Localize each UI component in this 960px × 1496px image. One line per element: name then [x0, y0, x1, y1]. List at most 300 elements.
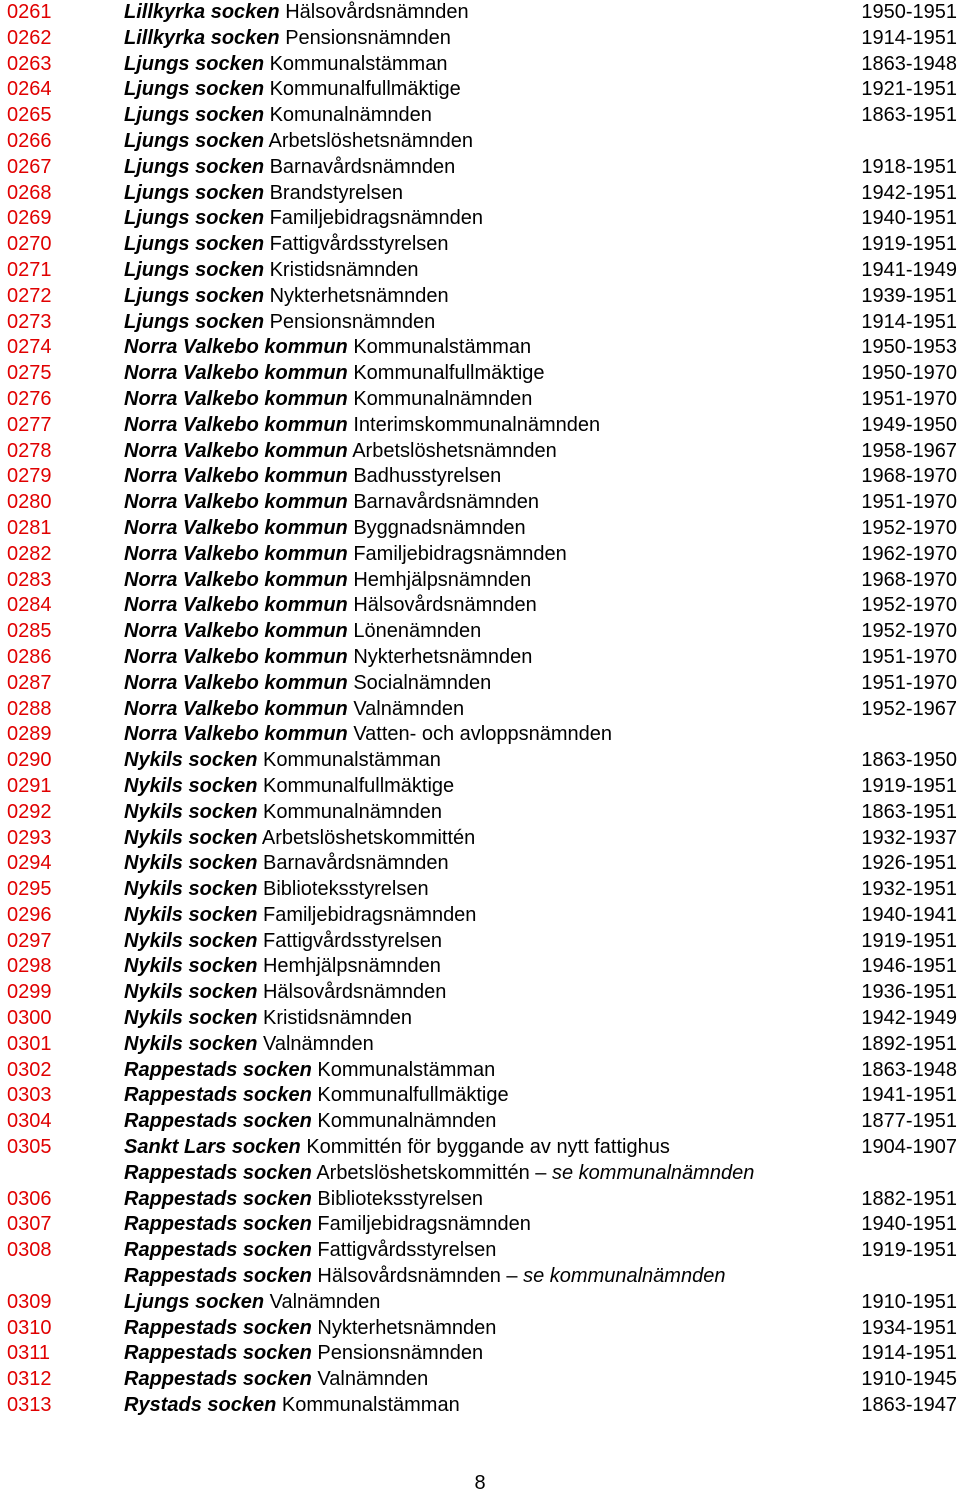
- list-item: [0, 645, 960, 671]
- series-number: 0296: [7, 903, 52, 926]
- series-number: 0290: [7, 749, 52, 772]
- board-name: Hälsovårdsnämnden: [262, 981, 447, 1004]
- board-name: Kommunalstämman: [281, 1394, 460, 1417]
- entry-text: [124, 516, 526, 542]
- entry-text: [124, 903, 476, 929]
- series-number: 0266: [7, 129, 52, 152]
- list-item: [0, 103, 960, 129]
- board-name: Komunalnämnden: [269, 104, 432, 127]
- entry-text: [124, 284, 449, 310]
- entry-text: [124, 490, 539, 516]
- parish-name: Norra Valkebo kommun: [124, 620, 348, 643]
- entry-text: [124, 1341, 483, 1367]
- entry-text: [124, 1083, 509, 1109]
- entry-text: [124, 387, 532, 413]
- list-item: [0, 568, 960, 594]
- series-number: 0291: [7, 774, 52, 797]
- parish-name: Ljungs socken: [124, 258, 265, 281]
- parish-name: Rappestads socken: [124, 1187, 312, 1210]
- parish-name: Ljungs socken: [124, 207, 265, 230]
- year-range: 1939-1951: [861, 284, 957, 307]
- year-range: 1863-1951: [861, 800, 957, 823]
- parish-name: Nykils socken: [124, 903, 258, 926]
- board-name: Familjebidragsnämnden: [317, 1213, 531, 1236]
- list-item: [0, 129, 960, 155]
- parish-name: Rappestads socken: [124, 1110, 312, 1133]
- parish-name: Norra Valkebo kommun: [124, 568, 348, 591]
- series-number: 0295: [7, 878, 52, 901]
- year-range: 1921-1951: [861, 78, 957, 101]
- list-item: [0, 464, 960, 490]
- parish-name: Nykils socken: [124, 749, 258, 772]
- entry-text: [124, 335, 531, 361]
- list-item: [0, 929, 960, 955]
- parish-name: Nykils socken: [124, 878, 258, 901]
- board-name: Biblioteksstyrelsen: [317, 1187, 484, 1210]
- series-number: 0285: [7, 620, 52, 643]
- board-name: Familjebidragsnämnden: [262, 903, 477, 926]
- parish-name: Rappestads socken: [124, 1213, 312, 1236]
- year-range: 1863-1947: [861, 1394, 957, 1417]
- series-number: 0264: [7, 78, 52, 101]
- board-name: Valnämnden: [317, 1368, 429, 1391]
- series-number: 0277: [7, 413, 52, 436]
- parish-name: Rappestads socken: [124, 1316, 312, 1339]
- year-range: 1904-1907: [861, 1136, 957, 1159]
- board-name: Nykterhetsnämnden: [353, 645, 533, 668]
- year-range: 1952-1970: [861, 620, 957, 643]
- board-name: Kommunalnämnden: [317, 1110, 497, 1133]
- cross-reference-note: se kommunalnämnden: [523, 1265, 726, 1288]
- board-name: Kristidsnämnden: [262, 1007, 412, 1030]
- entry-text: [124, 464, 501, 490]
- entry-text: [124, 206, 483, 232]
- board-name: Kommunalfullmäktige: [317, 1084, 509, 1107]
- series-number: 0309: [7, 1290, 52, 1313]
- board-name: Fattigvårdsstyrelsen: [269, 233, 449, 256]
- series-number: 0268: [7, 181, 52, 204]
- entry-text: [124, 1212, 531, 1238]
- board-name: Valnämnden: [353, 697, 465, 720]
- list-item: [0, 1006, 960, 1032]
- series-number: 0305: [7, 1136, 52, 1159]
- year-range: 1940-1951: [861, 1213, 957, 1236]
- board-name: Nykterhetsnämnden: [269, 284, 449, 307]
- year-range: 1946-1951: [861, 955, 957, 978]
- parish-name: Nykils socken: [124, 852, 258, 875]
- year-range: 1877-1951: [861, 1110, 957, 1133]
- entry-text: [124, 619, 481, 645]
- parish-name: Rappestads socken: [124, 1342, 312, 1365]
- series-number: 0289: [7, 723, 52, 746]
- list-item: [0, 1238, 960, 1264]
- list-item: [0, 1083, 960, 1109]
- parish-name: Norra Valkebo kommun: [124, 697, 348, 720]
- series-number: 0307: [7, 1213, 52, 1236]
- parish-name: Norra Valkebo kommun: [124, 645, 348, 668]
- entry-text: [124, 361, 545, 387]
- series-number: 0283: [7, 568, 52, 591]
- series-number: 0311: [7, 1342, 51, 1365]
- year-range: 1952-1967: [861, 697, 957, 720]
- list-item: [0, 954, 960, 980]
- year-range: 1950-1953: [861, 336, 957, 359]
- list-item: [0, 542, 960, 568]
- series-number: 0313: [7, 1394, 52, 1417]
- parish-name: Rystads socken: [124, 1394, 277, 1417]
- board-name: Kommunalfullmäktige: [269, 78, 461, 101]
- year-range: 1932-1951: [861, 878, 957, 901]
- board-name: Arbetslöshetskommittén –: [316, 1161, 547, 1184]
- entry-text: [124, 1135, 670, 1161]
- series-number: 0292: [7, 800, 52, 823]
- series-number: 0265: [7, 104, 52, 127]
- entry-text: [124, 1006, 412, 1032]
- list-item: [0, 258, 960, 284]
- year-range: 1919-1951: [861, 929, 957, 952]
- year-range: 1951-1970: [861, 387, 957, 410]
- year-range: 1942-1949: [861, 1007, 957, 1030]
- series-number: 0286: [7, 645, 52, 668]
- year-range: 1958-1967: [861, 439, 957, 462]
- parish-name: Nykils socken: [124, 1032, 258, 1055]
- year-range: 1919-1951: [861, 233, 957, 256]
- year-range: 1951-1970: [861, 671, 957, 694]
- entry-text: [124, 52, 447, 78]
- list-item: [0, 1058, 960, 1084]
- series-number: 0288: [7, 697, 52, 720]
- entry-text: [124, 593, 537, 619]
- series-number: 0276: [7, 387, 52, 410]
- parish-name: Norra Valkebo kommun: [124, 413, 348, 436]
- year-range: 1918-1951: [861, 155, 957, 178]
- board-name: Arbetslöshetsnämnden: [268, 129, 474, 152]
- year-range: 1949-1950: [861, 413, 957, 436]
- parish-name: Ljungs socken: [124, 310, 265, 333]
- board-name: Valnämnden: [269, 1290, 381, 1313]
- year-range: 1910-1945: [861, 1368, 957, 1391]
- parish-name: Norra Valkebo kommun: [124, 542, 348, 565]
- list-item: [0, 52, 960, 78]
- series-number: 0263: [7, 52, 52, 75]
- parish-name: Rappestads socken: [124, 1058, 312, 1081]
- list-item: [0, 697, 960, 723]
- board-name: Arbetslöshetskommittén: [261, 826, 476, 849]
- page-number: 8: [474, 1472, 486, 1494]
- board-name: Kommunalnämnden: [262, 800, 442, 823]
- board-name: Barnavårdsnämnden: [353, 491, 540, 514]
- series-number: 0308: [7, 1239, 52, 1262]
- list-item: [0, 619, 960, 645]
- series-number: 0287: [7, 671, 52, 694]
- list-item: [0, 335, 960, 361]
- parish-name: Ljungs socken: [124, 155, 265, 178]
- list-item: [0, 181, 960, 207]
- year-range: 1936-1951: [861, 981, 957, 1004]
- list-item: [0, 722, 960, 748]
- series-number: 0303: [7, 1084, 52, 1107]
- entry-text: [124, 310, 435, 336]
- parish-name: Nykils socken: [124, 800, 258, 823]
- year-range: 1926-1951: [861, 852, 957, 875]
- entry-text: [124, 26, 451, 52]
- board-name: Hälsovårdsnämnden: [353, 594, 537, 617]
- year-range: 1932-1937: [861, 826, 957, 849]
- year-range: 1863-1950: [861, 749, 957, 772]
- series-number: 0293: [7, 826, 52, 849]
- year-range: 1914-1951: [861, 1342, 957, 1365]
- list-item: [0, 748, 960, 774]
- list-item: [0, 877, 960, 903]
- year-range: 1914-1951: [861, 310, 957, 333]
- list-item: [0, 1341, 960, 1367]
- board-name: Biblioteksstyrelsen: [262, 878, 429, 901]
- series-number: 0284: [7, 594, 52, 617]
- board-name: Badhusstyrelsen: [353, 465, 502, 488]
- parish-name: Ljungs socken: [124, 78, 265, 101]
- board-name: Familjebidragsnämnden: [353, 542, 567, 565]
- list-item: [0, 671, 960, 697]
- year-range: 1951-1970: [861, 491, 957, 514]
- year-range: 1962-1970: [861, 542, 957, 565]
- year-range: 1882-1951: [861, 1187, 957, 1210]
- series-number: 0271: [7, 258, 52, 281]
- parish-name: Nykils socken: [124, 826, 258, 849]
- parish-name: Nykils socken: [124, 929, 258, 952]
- list-item: [0, 774, 960, 800]
- series-number: 0294: [7, 852, 52, 875]
- entry-text: [124, 413, 600, 439]
- board-name: Kommunalstämman: [317, 1058, 496, 1081]
- parish-name: Ljungs socken: [124, 129, 265, 152]
- entry-text: [124, 748, 441, 774]
- list-item: [0, 1393, 960, 1419]
- series-number: 0262: [7, 26, 52, 49]
- year-range: 1952-1970: [861, 516, 957, 539]
- series-number: 0273: [7, 310, 52, 333]
- board-name: Lönenämnden: [353, 620, 482, 643]
- entry-text: [124, 1290, 380, 1316]
- list-item: [0, 387, 960, 413]
- entry-text: [124, 697, 464, 723]
- series-number: 0272: [7, 284, 52, 307]
- entry-text: [124, 1187, 483, 1213]
- entry-text: [124, 851, 449, 877]
- series-number: 0304: [7, 1110, 52, 1133]
- year-range: 1910-1951: [861, 1290, 957, 1313]
- series-number: 0300: [7, 1007, 52, 1030]
- parish-name: Lillkyrka socken: [124, 1, 280, 23]
- year-range: 1968-1970: [861, 568, 957, 591]
- list-item: [0, 516, 960, 542]
- entry-text: [124, 542, 567, 568]
- list-item: [0, 77, 960, 103]
- list-item: [0, 1264, 960, 1290]
- board-name: Brandstyrelsen: [269, 181, 403, 204]
- year-range: 1950-1951: [861, 1, 957, 23]
- year-range: 1942-1951: [861, 181, 957, 204]
- year-range: 1940-1951: [861, 207, 957, 230]
- entry-text: [124, 774, 454, 800]
- entry-text: [124, 0, 469, 26]
- year-range: 1940-1941: [861, 903, 957, 926]
- entry-text: [124, 439, 557, 465]
- entry-text: [124, 645, 532, 671]
- year-range: 1919-1951: [861, 774, 957, 797]
- board-name: Byggnadsnämnden: [353, 516, 526, 539]
- entry-text: [124, 181, 403, 207]
- list-item: [0, 1109, 960, 1135]
- list-item: [0, 0, 960, 26]
- list-item: [0, 413, 960, 439]
- year-range: 1914-1951: [861, 26, 957, 49]
- entry-text: [124, 877, 429, 903]
- parish-name: Ljungs socken: [124, 104, 265, 127]
- entry-text: [124, 722, 612, 748]
- entry-text: [124, 800, 442, 826]
- year-range: 1968-1970: [861, 465, 957, 488]
- board-name: Pensionsnämnden: [285, 26, 451, 49]
- year-range: 1941-1951: [861, 1084, 957, 1107]
- list-item: [0, 232, 960, 258]
- parish-name: Norra Valkebo kommun: [124, 594, 348, 617]
- entry-text: [124, 1367, 428, 1393]
- parish-name: Norra Valkebo kommun: [124, 336, 348, 359]
- year-range: 1863-1951: [861, 104, 957, 127]
- board-name: Nykterhetsnämnden: [317, 1316, 497, 1339]
- series-number: 0275: [7, 362, 52, 385]
- list-item: [0, 1187, 960, 1213]
- list-item: [0, 826, 960, 852]
- board-name: Valnämnden: [262, 1032, 374, 1055]
- parish-name: Norra Valkebo kommun: [124, 362, 348, 385]
- series-number: 0270: [7, 233, 52, 256]
- series-number: 0312: [7, 1368, 52, 1391]
- parish-name: Rappestads socken: [124, 1265, 312, 1288]
- list-item: [0, 361, 960, 387]
- parish-name: Rappestads socken: [124, 1161, 312, 1184]
- list-item: [0, 1135, 960, 1161]
- list-item: [0, 490, 960, 516]
- series-number: 0261: [7, 1, 52, 23]
- entry-text: [124, 1238, 496, 1264]
- board-name: Kommunalstämman: [269, 52, 448, 75]
- board-name: Barnavårdsnämnden: [269, 155, 456, 178]
- board-name: Fattigvårdsstyrelsen: [262, 929, 442, 952]
- entry-text: [124, 980, 446, 1006]
- entry-text: [124, 1393, 460, 1419]
- list-item: [0, 1161, 960, 1187]
- list-item: [0, 206, 960, 232]
- board-name: Pensionsnämnden: [269, 310, 436, 333]
- entry-text: [124, 929, 442, 955]
- list-item: [0, 1367, 960, 1393]
- board-name: Arbetslöshetsnämnden: [352, 439, 557, 462]
- entry-text: [124, 1109, 496, 1135]
- series-number: 0299: [7, 981, 52, 1004]
- series-number: 0297: [7, 929, 52, 952]
- board-name: Socialnämnden: [353, 671, 492, 694]
- list-item: [0, 439, 960, 465]
- year-range: 1952-1970: [861, 594, 957, 617]
- list-item: [0, 26, 960, 52]
- list-item: [0, 310, 960, 336]
- parish-name: Nykils socken: [124, 1007, 258, 1030]
- list-item: [0, 800, 960, 826]
- entry-text: [124, 1032, 374, 1058]
- series-number: 0274: [7, 336, 52, 359]
- parish-name: Rappestads socken: [124, 1239, 312, 1262]
- board-name: Kommunalfullmäktige: [262, 774, 455, 797]
- list-item: [0, 1316, 960, 1342]
- entry-text: [124, 954, 441, 980]
- parish-name: Nykils socken: [124, 774, 258, 797]
- year-range: 1863-1948: [861, 1058, 957, 1081]
- parish-name: Rappestads socken: [124, 1368, 312, 1391]
- entry-text: [124, 129, 473, 155]
- board-name: Barnavårdsnämnden: [262, 852, 449, 875]
- parish-name: Norra Valkebo kommun: [124, 671, 348, 694]
- entry-text: [124, 1264, 725, 1290]
- series-number: 0306: [7, 1187, 52, 1210]
- board-name: Pensionsnämnden: [317, 1342, 484, 1365]
- board-name: Kristidsnämnden: [269, 258, 419, 281]
- board-name: Interimskommunalnämnden: [353, 413, 601, 436]
- series-number: 0280: [7, 491, 52, 514]
- list-item: [0, 980, 960, 1006]
- year-range: 1951-1970: [861, 645, 957, 668]
- series-number: 0279: [7, 465, 52, 488]
- board-name: Hälsovårdsnämnden: [285, 1, 469, 23]
- board-name: Hälsovårdsnämnden –: [317, 1265, 518, 1288]
- board-name: Kommittén för byggande av nytt fattighus: [306, 1136, 670, 1159]
- entry-text: [124, 103, 432, 129]
- board-name: Kommunalstämman: [262, 749, 441, 772]
- entry-text: [124, 1161, 754, 1187]
- parish-name: Nykils socken: [124, 955, 258, 978]
- cross-reference-note: se kommunalnämnden: [551, 1161, 755, 1184]
- parish-name: Norra Valkebo kommun: [124, 516, 348, 539]
- board-name: Kommunalfullmäktige: [353, 362, 545, 385]
- parish-name: Norra Valkebo kommun: [124, 387, 348, 410]
- parish-name: Ljungs socken: [124, 284, 265, 307]
- board-name: Kommunalstämman: [353, 336, 532, 359]
- list-item: [0, 1032, 960, 1058]
- series-number: 0281: [7, 516, 52, 539]
- board-name: Kommunalnämnden: [353, 387, 533, 410]
- entry-text: [124, 155, 455, 181]
- parish-name: Lillkyrka socken: [124, 26, 280, 49]
- list-item: [0, 851, 960, 877]
- board-name: Familjebidragsnämnden: [269, 207, 484, 230]
- series-number: 0298: [7, 955, 52, 978]
- board-name: Fattigvårdsstyrelsen: [317, 1239, 497, 1262]
- parish-name: Ljungs socken: [124, 1290, 265, 1313]
- year-range: 1919-1951: [861, 1239, 957, 1262]
- parish-name: Norra Valkebo kommun: [124, 439, 348, 462]
- parish-name: Norra Valkebo kommun: [124, 465, 348, 488]
- parish-name: Nykils socken: [124, 981, 258, 1004]
- parish-name: Ljungs socken: [124, 181, 265, 204]
- entry-text: [124, 1058, 495, 1084]
- series-number: 0278: [7, 439, 52, 462]
- parish-name: Norra Valkebo kommun: [124, 723, 348, 746]
- board-name: Hemhjälpsnämnden: [353, 568, 532, 591]
- entry-text: [124, 1316, 496, 1342]
- year-range: 1863-1948: [861, 52, 957, 75]
- year-range: 1892-1951: [861, 1032, 957, 1055]
- board-name: Hemhjälpsnämnden: [262, 955, 441, 978]
